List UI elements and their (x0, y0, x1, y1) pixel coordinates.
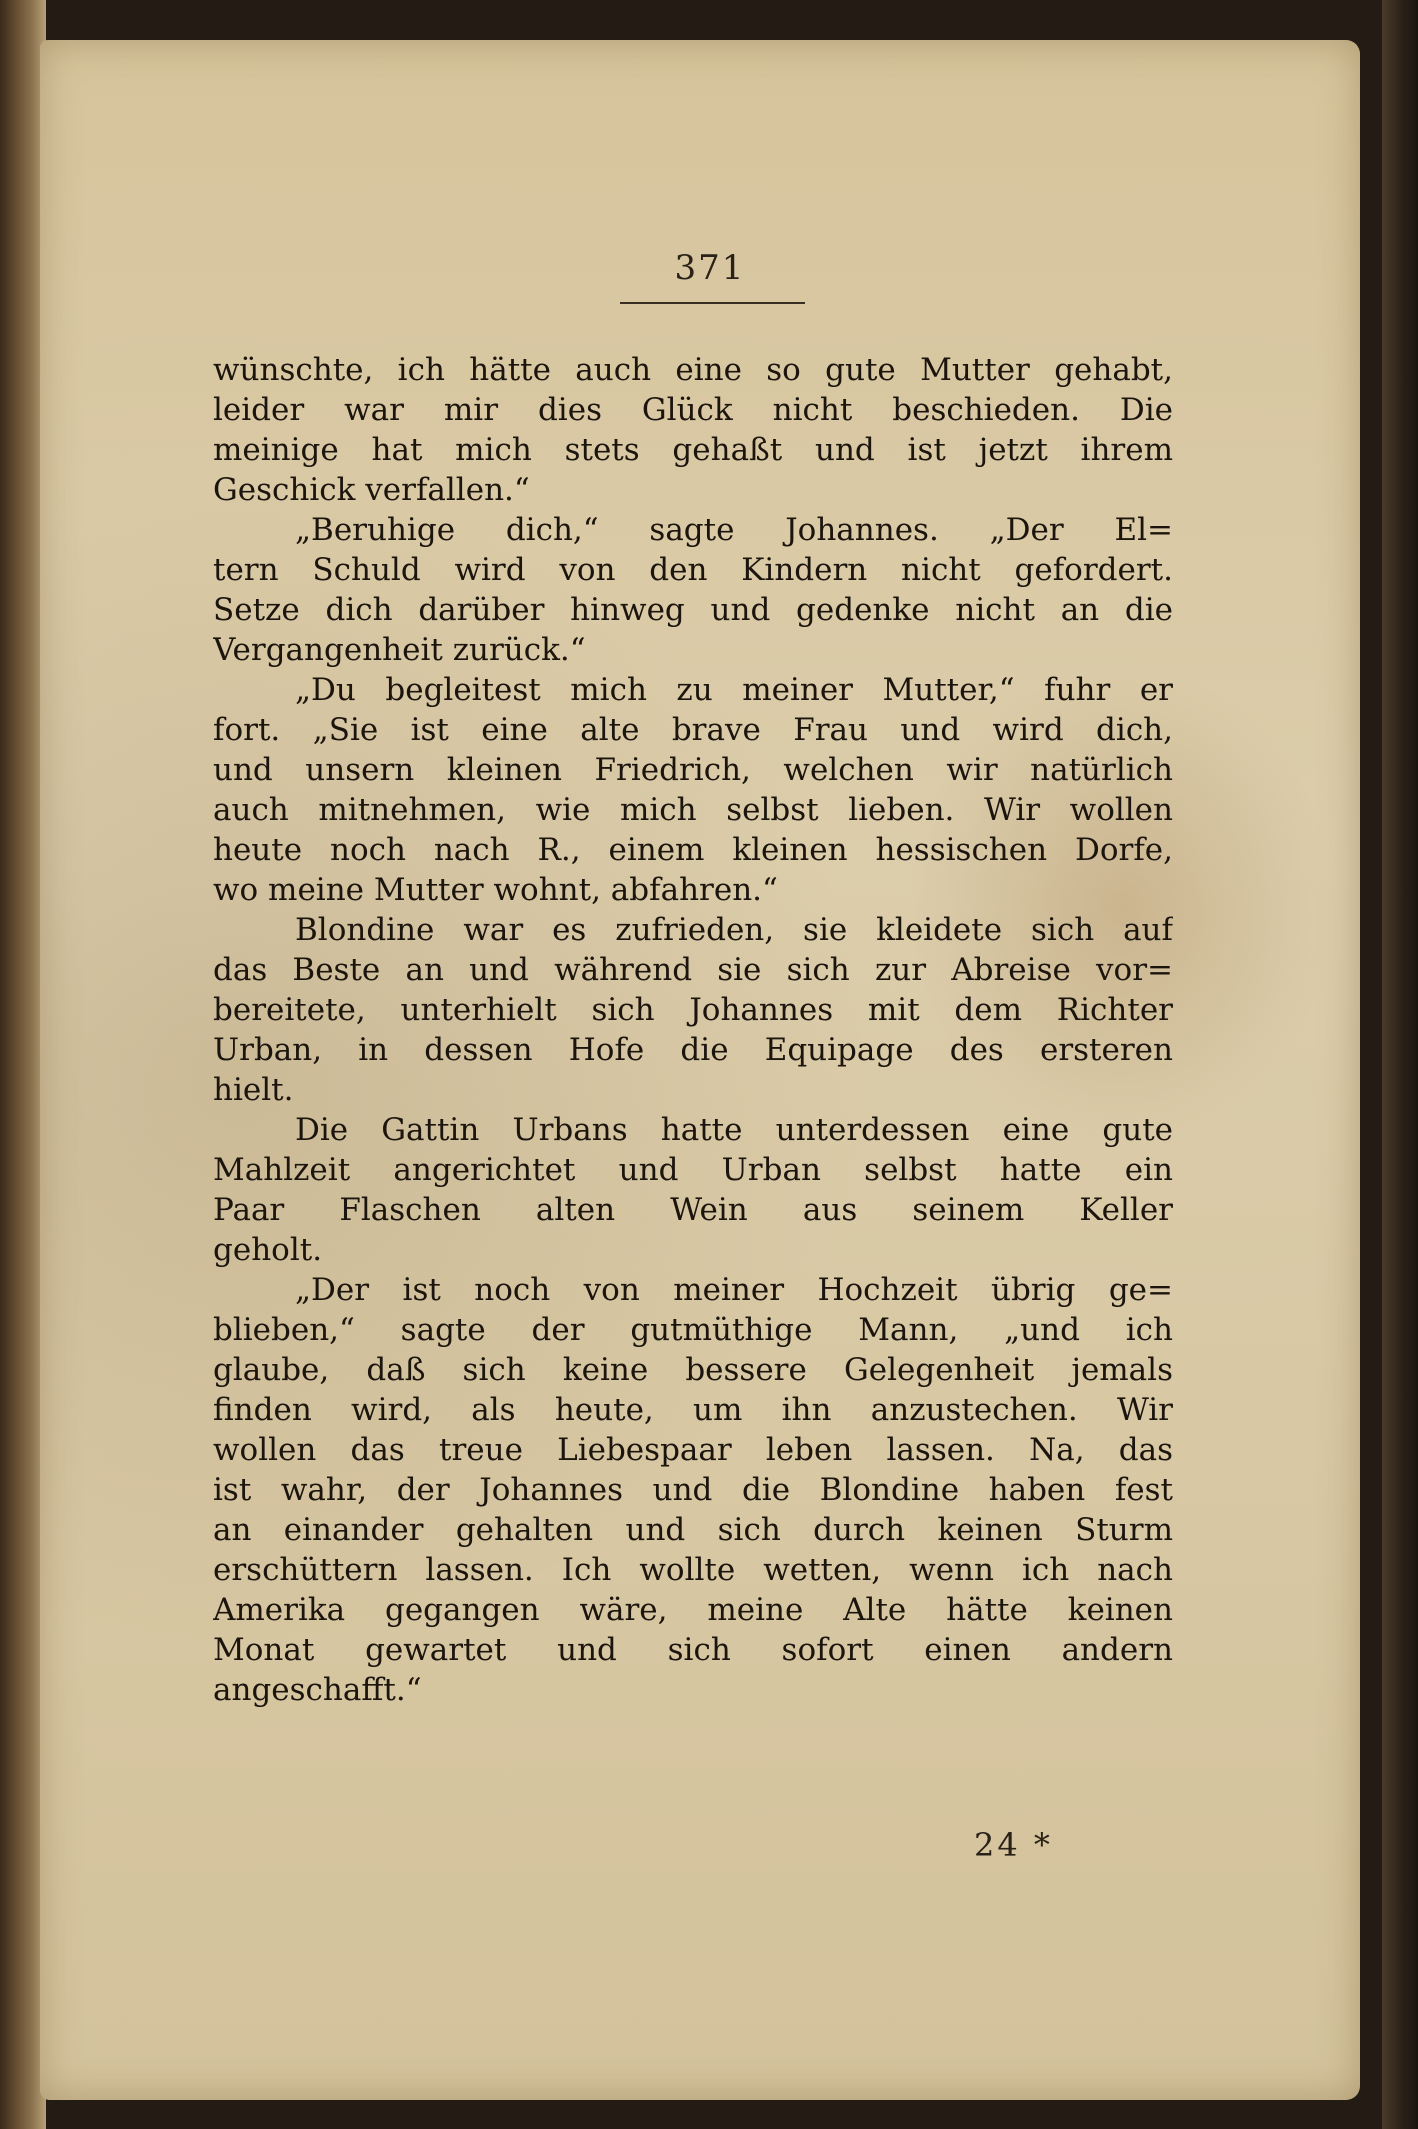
book-page (40, 40, 1360, 2100)
text-line: meinige hat mich stets gehaßt und ist jetzt ihrem (213, 432, 1173, 468)
paragraph (213, 510, 1173, 670)
paragraph (213, 910, 1173, 1110)
text-line: hielt. (213, 1072, 294, 1108)
paragraph (213, 1110, 1173, 1270)
text-line: Monat gewartet und sich sofort einen andern (213, 1632, 1173, 1668)
text-line: Paar Flaschen alten Wein aus seinem Keller (213, 1192, 1173, 1228)
text-line: blieben,“ sagte der gutmüthige Mann, „und ich (213, 1312, 1173, 1348)
text-line: ist wahr, der Johannes und die Blondine haben fest (213, 1472, 1173, 1508)
text-line: an einander gehalten und sich durch keinen Sturm (213, 1512, 1173, 1548)
text-line: tern Schuld wird von den Kindern nicht gefordert. (213, 552, 1173, 588)
text-line: glaube, daß sich keine bessere Gelegenheit jemals (213, 1352, 1173, 1388)
paragraph (213, 1270, 1173, 1710)
body-text (213, 350, 1173, 1710)
text-line: Setze dich darüber hinweg und gedenke nicht an die (213, 592, 1173, 628)
text-line: wollen das treue Liebespaar leben lassen. Na, das (213, 1432, 1173, 1468)
header-rule (620, 302, 805, 304)
text-line: heute noch nach R., einem kleinen hessischen Dorfe, (213, 832, 1173, 868)
text-line: Geschick verfallen.“ (213, 472, 530, 508)
signature-mark: 24 * (974, 1826, 1053, 1864)
text-line: Vergangenheit zurück.“ (213, 632, 586, 668)
text-line: Urban, in dessen Hofe die Equipage des ersteren (213, 1032, 1173, 1068)
text-line: auch mitnehmen, wie mich selbst lieben. Wir wollen (213, 792, 1173, 828)
text-line: geholt. (213, 1232, 323, 1268)
text-line: leider war mir dies Glück nicht beschieden. Die (213, 392, 1173, 428)
text-line: finden wird, als heute, um ihn anzustechen. Wir (213, 1392, 1173, 1428)
text-line: erschüttern lassen. Ich wollte wetten, wenn ich nach (213, 1552, 1173, 1588)
page-number: 371 (674, 248, 746, 288)
text-line: Amerika gegangen wäre, meine Alte hätte keinen (213, 1592, 1173, 1628)
text-line: bereitete, unterhielt sich Johannes mit dem Richter (213, 992, 1173, 1028)
text-line: „Beruhige dich,“ sagte Johannes. „Der El= (295, 512, 1173, 548)
text-line: das Beste an und während sie sich zur Abreise vor= (213, 952, 1173, 988)
text-line: angeschafft.“ (213, 1672, 422, 1708)
text-line: Mahlzeit angerichtet und Urban selbst hatte ein (213, 1152, 1173, 1188)
paragraph (213, 350, 1173, 510)
text-line: wünschte, ich hätte auch eine so gute Mutter gehabt, (213, 352, 1173, 388)
text-line: fort. „Sie ist eine alte brave Frau und wird dich, (213, 712, 1173, 748)
text-line: und unsern kleinen Friedrich, welchen wir natürlich (213, 752, 1173, 788)
text-line: „Der ist noch von meiner Hochzeit übrig ge= (295, 1272, 1173, 1308)
text-line: wo meine Mutter wohnt, abfahren.“ (213, 872, 778, 908)
text-line: „Du begleitest mich zu meiner Mutter,“ fuhr er (295, 672, 1173, 708)
paragraph (213, 670, 1173, 910)
text-line: Blondine war es zufrieden, sie kleidete sich auf (295, 912, 1173, 948)
book-cover-edge (1382, 0, 1418, 2129)
text-line: Die Gattin Urbans hatte unterdessen eine gute (295, 1112, 1173, 1148)
